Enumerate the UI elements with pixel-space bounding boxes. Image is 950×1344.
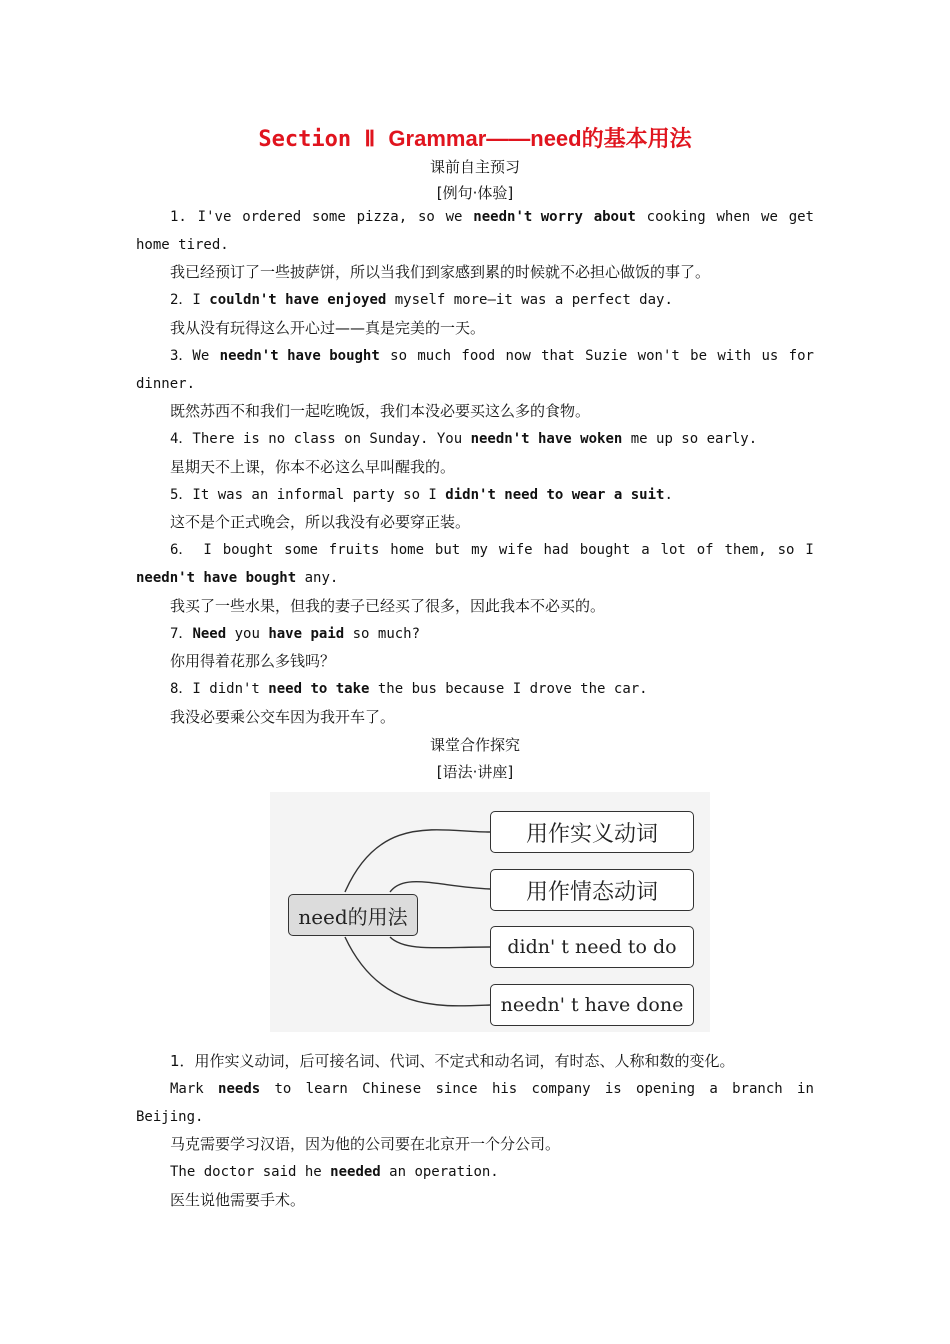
example-7-translation: 你用得着花那么多钱吗？ (170, 652, 336, 670)
example-1-line2: home tired. (136, 237, 229, 253)
word: won't (637, 348, 680, 364)
word: for (788, 348, 814, 364)
word: get (788, 209, 814, 225)
text: an operation. (380, 1164, 499, 1180)
text-bold: have paid (268, 626, 345, 642)
example-2-translation: 我从没有玩得这么开心过——真是完美的一天。 (170, 319, 486, 337)
example-3-line1 (136, 346, 814, 366)
section-sub-grammar: [语法·讲座] (436, 763, 514, 781)
word: so (777, 542, 795, 558)
word: us (761, 348, 779, 364)
word: lot (660, 542, 686, 558)
example-5 (170, 485, 673, 505)
connector-3 (390, 937, 490, 948)
word: bought (222, 542, 274, 558)
word: I've (197, 209, 232, 225)
word: food (461, 348, 496, 364)
word: now (505, 348, 531, 364)
title-section: Section Ⅱ (258, 127, 389, 152)
text-bold: needed (330, 1164, 381, 1180)
connector-1 (345, 830, 490, 892)
point-1-example-2 (170, 1162, 499, 1182)
word: fruits (328, 542, 380, 558)
word: be (690, 348, 708, 364)
text: 2．I (170, 292, 210, 308)
word: them, (724, 542, 767, 558)
text: 4．There is no class on Sunday. You (170, 431, 471, 447)
word: I (203, 542, 212, 558)
text: you (226, 626, 269, 642)
example-1-translation: 我已经预订了一些披萨饼，所以当我们到家感到累的时候就不必担心做饭的事了。 (170, 263, 711, 281)
word: learn (305, 1081, 348, 1097)
section-sub-examples: [例句·体验] (436, 184, 514, 202)
diagram-box-neednt-have: needn' t have done (490, 984, 694, 1026)
word: opening (636, 1081, 696, 1097)
point-1-text: 1．用作实义动词，后可接名词、代词、不定式和动名词，有时态、人称和数的变化。 (170, 1052, 735, 1070)
word: cooking (646, 209, 706, 225)
word: branch (732, 1081, 783, 1097)
word: a (709, 1081, 718, 1097)
word: that (541, 348, 575, 364)
point-1-example-1-cont: Beijing. (136, 1109, 204, 1125)
example-6-line2 (136, 568, 338, 588)
word: since (435, 1081, 478, 1097)
title-grammar: Grammar——need的基本用法 (388, 126, 692, 151)
word: pizza, (356, 209, 408, 225)
word: I (805, 542, 814, 558)
text-bold: didn't need to wear a suit (445, 487, 665, 503)
diagram-box-didnt-need: didn' t need to do (490, 926, 694, 968)
section-heading-preview: 课前自主预习 (429, 158, 520, 176)
word: bought (579, 542, 631, 558)
text: The doctor said he (170, 1164, 331, 1180)
example-4 (170, 429, 757, 449)
word: when (716, 209, 751, 225)
word: we (445, 209, 463, 225)
example-8 (170, 679, 648, 699)
word: company (531, 1081, 591, 1097)
word: a (641, 542, 650, 558)
example-6-line1 (136, 540, 814, 560)
example-3-line2: dinner. (136, 376, 196, 392)
word: his (491, 1081, 518, 1097)
word: 3．We (170, 348, 210, 364)
word: is (604, 1081, 622, 1097)
text: . (664, 487, 673, 503)
word: we (761, 209, 778, 225)
word: much (417, 348, 452, 364)
word: Suzie (585, 348, 628, 364)
word: with (717, 348, 752, 364)
point-1-example-2-translation: 医生说他需要手术。 (170, 1191, 306, 1209)
text: 7． (170, 626, 193, 642)
example-1-line1 (136, 207, 814, 227)
connector-2 (390, 882, 490, 892)
diagram-box-notional-verb: 用作实义动词 (490, 811, 694, 853)
diagram-box-modal-verb: 用作情态动词 (490, 869, 694, 911)
text: 5．It was an informal party so I (170, 487, 446, 503)
word-bold: about (593, 209, 636, 225)
word: some (284, 542, 318, 558)
example-3-translation: 既然苏西不和我们一起吃晚饭，我们本没必要买这么多的食物。 (170, 402, 591, 420)
point-1-example-1-translation: 马克需要学习汉语，因为他的公司要在北京开一个分公司。 (170, 1135, 561, 1153)
text: any. (296, 570, 339, 586)
word-bold: needn't worry (473, 209, 583, 225)
text-bold: Need (192, 626, 227, 642)
word: so (390, 348, 407, 364)
point-1-example-1 (136, 1079, 814, 1099)
word-bold: needs (218, 1081, 261, 1097)
word: home (390, 542, 424, 558)
word: ordered (242, 209, 302, 225)
text: the bus because I drove the car. (369, 681, 648, 697)
word: Chinese (362, 1081, 422, 1097)
example-8-translation: 我没必要乘公交车因为我开车了。 (170, 708, 396, 726)
example-4-translation: 星期天不上课，你本不必这么早叫醒我的。 (170, 458, 456, 476)
section-heading-class: 课堂合作探究 (429, 736, 520, 754)
text-bold: need to take (268, 681, 370, 697)
word: had (543, 542, 569, 558)
word: 6． (170, 542, 193, 558)
word: in (797, 1081, 814, 1097)
word: wife (498, 542, 533, 558)
text: myself more—it was a perfect day. (386, 292, 673, 308)
word-bold: needn't have bought (219, 348, 380, 364)
example-2 (170, 290, 673, 310)
text-bold: couldn't have enjoyed (209, 292, 387, 308)
word: so (417, 209, 435, 225)
text-bold: needn't have bought (136, 570, 297, 586)
example-7 (170, 624, 420, 644)
word: but (434, 542, 461, 558)
text-bold: needn't have woken (470, 431, 623, 447)
need-usage-diagram (270, 792, 710, 1032)
word: Mark (170, 1081, 204, 1097)
example-1-number: 1. (170, 209, 187, 225)
text: so much? (344, 626, 421, 642)
example-5-translation: 这不是个正式晚会，所以我没有必要穿正装。 (170, 513, 471, 531)
word: of (696, 542, 714, 558)
diagram-center-box: need的用法 (288, 894, 418, 936)
word: to (274, 1081, 292, 1097)
word: some (312, 209, 346, 225)
word: my (471, 542, 488, 558)
example-6-translation: 我买了一些水果，但我的妻子已经买了很多，因此我本不必买的。 (170, 597, 606, 615)
page-title (0, 122, 950, 153)
text: 8．I didn't (170, 681, 269, 697)
text: me up so early. (622, 431, 758, 447)
